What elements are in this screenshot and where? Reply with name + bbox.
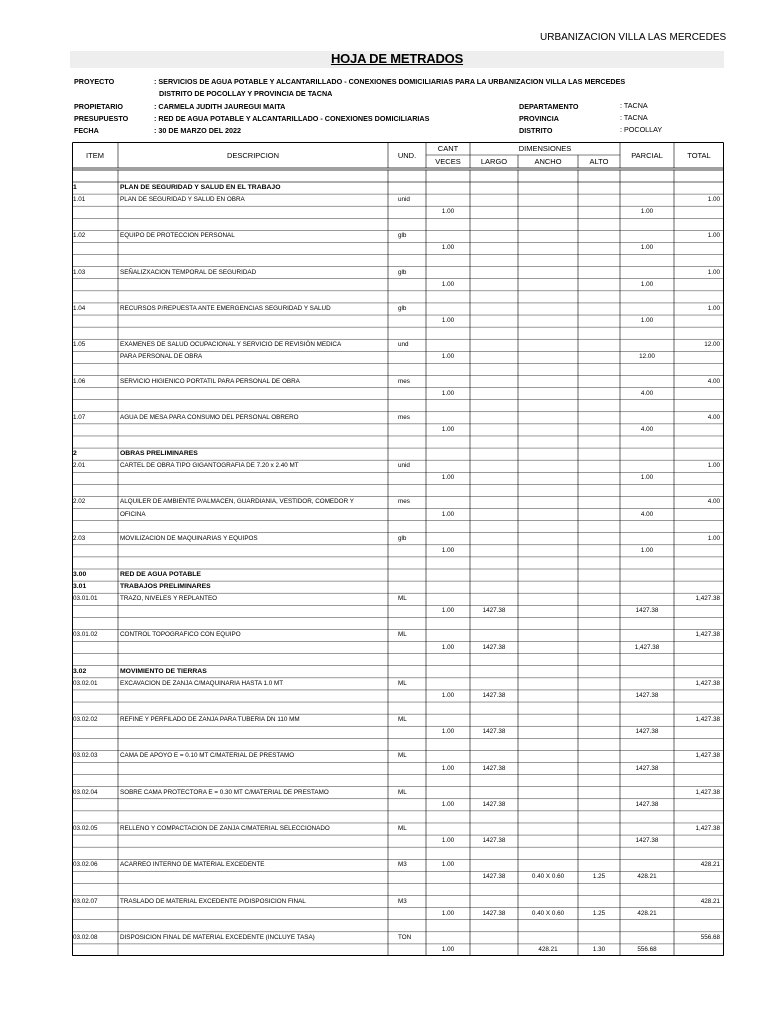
row-total: 4.00	[707, 413, 720, 421]
row-unit: mes	[398, 498, 410, 506]
row-item-code: 03.01.02	[73, 631, 98, 639]
row-parcial: 1.00	[640, 317, 654, 325]
row-description: RELLENO Y COMPACTACION DE ZANJA C/MATERIAL SELECCIONADO	[120, 824, 330, 832]
row-largo: 1427.38	[482, 909, 506, 917]
proyecto-value: : SERVICIOS DE AGUA POTABLE Y ALCANTARILLADO - CONEXIONES DOMICILIARIAS PARA LA URBANIZACION VILLA LAS MERCEDES	[154, 77, 626, 86]
row-description: EXCAVACION DE ZANJA C/MAQUINARIA HASTA 1.0 MT	[120, 679, 284, 687]
row-veces: 1.00	[441, 244, 455, 252]
row-largo: 1427.38	[482, 764, 506, 772]
row-parcial: 4.00	[640, 510, 654, 518]
row-unit: und	[398, 341, 409, 349]
departamento-label: DEPARTAMENTO	[519, 102, 579, 111]
row-veces: 1.00	[441, 837, 455, 845]
row-total: 1,427.38	[695, 824, 720, 832]
row-unit: unid	[398, 462, 410, 470]
provincia-label: PROVINCIA	[519, 114, 559, 123]
row-description: RECURSOS P/REPUESTA ANTE EMERGENCIAS SEGURIDAD Y SALUD	[120, 304, 331, 312]
row-unit: ML	[398, 716, 407, 724]
row-unit: glb	[398, 232, 407, 240]
row-veces: 1.00	[441, 474, 455, 482]
row-largo: 1427.38	[482, 728, 506, 736]
row-veces: 1.00	[441, 643, 455, 651]
row-unit: glb	[398, 268, 407, 276]
row-description: MOVILIZACION DE MAQUINARIAS Y EQUIPOS	[120, 534, 258, 542]
row-description: TRABAJOS PRELIMINARES	[120, 583, 211, 591]
row-parcial: 4.00	[640, 425, 654, 433]
row-item-code: 1.07	[73, 413, 86, 421]
row-veces: 1.00	[441, 861, 455, 869]
row-total: 1,427.38	[695, 679, 720, 687]
row-total: 1,427.38	[695, 631, 720, 639]
row-parcial: 556.68	[637, 945, 657, 953]
row-veces: 1.00	[441, 800, 455, 808]
row-total: 1.00	[707, 232, 720, 240]
presupuesto-value: : RED DE AGUA POTABLE Y ALCANTARILLADO - CONEXIONES DOMICILIARIAS	[154, 114, 430, 123]
row-item-code: 1.05	[73, 341, 86, 349]
row-veces: 1.00	[441, 909, 455, 917]
col-header-veces: VECES	[435, 157, 461, 166]
row-item-code: 1.06	[73, 377, 86, 385]
row-item-code: 2	[73, 450, 77, 458]
metrados-table	[72, 142, 724, 956]
row-description: CARTEL DE OBRA TIPO GIGANTOGRAFIA DE 7.20 x 2.40 MT	[120, 462, 299, 470]
row-parcial: 1427.38	[635, 800, 659, 808]
row-veces: 1.00	[441, 510, 455, 518]
row-item-code: 1.03	[73, 268, 86, 276]
row-item-code: 03.02.02	[73, 716, 98, 724]
row-item-code: 1.01	[73, 196, 86, 204]
row-total: 1.00	[707, 268, 720, 276]
row-item-code: 3.01	[73, 583, 87, 591]
row-unit: ML	[398, 595, 407, 603]
row-item-code: 1	[73, 184, 77, 191]
row-description: RED DE AGUA POTABLE	[120, 571, 201, 578]
row-unit: ML	[398, 752, 407, 760]
col-header-alto: ALTO	[589, 157, 609, 166]
row-description: REFINE Y PERFILADO DE ZANJA PARA TUBERIA DN 110 MM	[120, 716, 300, 724]
row-unit: M3	[398, 861, 407, 869]
col-header-largo: LARGO	[480, 157, 508, 166]
provincia-value: : TACNA	[620, 113, 648, 122]
row-item-code: 2.02	[73, 498, 86, 506]
row-alto: 1.25	[592, 873, 606, 881]
row-total: 1.00	[707, 462, 720, 470]
row-item-code: 3.02	[73, 667, 87, 675]
col-header-ancho: ANCHO	[534, 157, 562, 166]
row-parcial: 1.00	[640, 474, 654, 482]
row-item-code: 1.02	[73, 232, 86, 240]
row-veces: 1.00	[441, 945, 455, 953]
col-header-und: UND.	[397, 151, 417, 160]
row-description: MOVIMIENTO DE TIERRAS	[120, 667, 207, 675]
propietario-value: : CARMELA JUDITH JAUREGUI MAITA	[154, 102, 286, 111]
row-unit: TON	[398, 933, 412, 941]
row-parcial: 1.00	[640, 244, 654, 252]
row-veces: 1.00	[441, 691, 455, 699]
row-description: PLAN DE SEGURIDAD Y SALUD EN OBRA	[120, 196, 245, 204]
col-header-cant: CANT	[437, 144, 459, 153]
row-description: OBRAS PRELIMINARES	[120, 450, 198, 458]
row-item-code: 2.03	[73, 534, 86, 542]
row-description: SEÑALIZXACION TEMPORAL DE SEGURIDAD	[120, 268, 257, 276]
row-item-code: 03.02.05	[73, 824, 98, 832]
row-description: PARA PERSONAL DE OBRA	[120, 353, 203, 361]
row-veces: 1.00	[441, 728, 455, 736]
row-veces: 1.00	[441, 389, 455, 397]
row-total: 1,427.38	[695, 595, 720, 603]
row-description: OFICINA	[120, 510, 146, 518]
row-parcial: 428.21	[637, 909, 657, 917]
row-description: ACARREO INTERNO DE MATERIAL EXCEDENTE	[120, 861, 265, 869]
row-description: TRAZO, NIVELES Y REPLANTEO	[120, 595, 218, 603]
distrito-value: : POCOLLAY	[620, 125, 663, 134]
row-parcial: 1,427.38	[634, 643, 660, 651]
row-total: 428.21	[700, 897, 720, 905]
project-site-name: URBANIZACION VILLA LAS MERCEDES	[540, 32, 727, 43]
row-unit: unid	[398, 196, 410, 204]
row-description: AGUA DE MESA PARA CONSUMO DEL PERSONAL OBRERO	[120, 413, 299, 421]
row-total: 1,427.38	[695, 788, 720, 796]
row-alto: 1.25	[592, 909, 606, 917]
row-parcial: 1.00	[640, 546, 654, 554]
row-total: 1.00	[707, 534, 720, 542]
row-veces: 1.00	[441, 317, 455, 325]
row-total: 1,427.38	[695, 716, 720, 724]
row-description: EQUIPO DE PROTECCION PERSONAL	[120, 232, 235, 240]
row-ancho: 428.21	[538, 945, 558, 953]
row-item-code: 1.04	[73, 304, 86, 312]
row-parcial: 1427.38	[635, 607, 659, 615]
row-parcial: 4.00	[640, 389, 654, 397]
row-total: 1,427.38	[695, 752, 720, 760]
row-veces: 1.00	[441, 280, 455, 288]
col-header-item: ITEM	[86, 151, 104, 160]
row-description: TRASLADO DE MATERIAL EXCEDENTE P/DISPOSICION FINAL	[120, 897, 306, 905]
row-veces: 1.00	[441, 607, 455, 615]
row-unit: glb	[398, 304, 407, 312]
row-parcial: 1427.38	[635, 728, 659, 736]
row-item-code: 03.02.07	[73, 897, 98, 905]
row-veces: 1.00	[441, 546, 455, 554]
row-item-code: 03.02.08	[73, 933, 98, 941]
row-largo: 1427.38	[482, 607, 506, 615]
row-total: 1.00	[707, 196, 720, 204]
row-largo: 1427.38	[482, 837, 506, 845]
row-unit: ML	[398, 824, 407, 832]
row-total: 4.00	[707, 377, 720, 385]
row-total: 1.00	[707, 304, 720, 312]
row-ancho: 0.40 X 0.60	[531, 873, 565, 881]
row-item-code: 03.02.06	[73, 861, 98, 869]
col-header-dimensiones: DIMENSIONES	[518, 144, 572, 153]
row-unit: ML	[398, 788, 407, 796]
row-description: CAMA DE APOYO E = 0.10 MT C/MATERIAL DE PRESTAMO	[120, 752, 295, 760]
proyecto-value-line2: DISTRITO DE POCOLLAY Y PROVINCIA DE TACNA	[159, 89, 333, 98]
row-parcial: 1427.38	[635, 837, 659, 845]
row-item-code: 2.01	[73, 462, 86, 470]
row-veces: 1.00	[441, 353, 455, 361]
row-parcial: 1427.38	[635, 764, 659, 772]
distrito-label: DISTRITO	[519, 126, 553, 135]
proyecto-label: PROYECTO	[74, 77, 115, 86]
row-parcial: 1.00	[640, 208, 654, 216]
row-parcial: 12.00	[639, 353, 655, 361]
row-unit: mes	[398, 377, 410, 385]
row-largo: 1427.38	[482, 873, 506, 881]
row-unit: ML	[398, 679, 407, 687]
row-unit: ML	[398, 631, 407, 639]
row-veces: 1.00	[441, 208, 455, 216]
row-description: CONTROL TOPOGRAFICO CON EQUIPO	[120, 631, 241, 639]
row-item-code: 03.02.04	[73, 788, 98, 796]
col-header-parcial: PARCIAL	[631, 151, 663, 160]
row-largo: 1427.38	[482, 643, 506, 651]
row-item-code: 03.01.01	[73, 595, 98, 603]
departamento-value: : TACNA	[620, 101, 648, 110]
row-description: ALQUILER DE AMBIENTE P/ALMACEN, GUARDIANIA, VESTIDOR, COMEDOR Y	[120, 498, 354, 506]
row-parcial: 428.21	[637, 873, 657, 881]
row-total: 12.00	[704, 341, 720, 349]
row-description: EXAMENES DE SALUD OCUPACIONAL Y SERVICIO DE REVISIÓN MEDICA	[120, 341, 342, 349]
row-unit: mes	[398, 413, 410, 421]
col-header-descripcion: DESCRIPCION	[226, 151, 280, 160]
row-veces: 1.00	[441, 764, 455, 772]
row-parcial: 1.00	[640, 280, 654, 288]
row-description: SERVICIO HIGIENICO PORTATIL PARA PERSONAL DE OBRA	[120, 377, 300, 385]
row-total: 556.68	[700, 933, 720, 941]
row-unit: glb	[398, 534, 407, 542]
page-title: HOJA DE METRADOS	[330, 51, 464, 66]
title-bar	[70, 51, 724, 68]
col-header-total: TOTAL	[687, 151, 711, 160]
row-description: SOBRE CAMA PROTECTORA E = 0.30 MT C/MATERIAL DE PRESTAMO	[120, 788, 329, 796]
row-description: DISPOSICION FINAL DE MATERIAL EXCEDENTE (INCLUYE TASA)	[120, 933, 315, 941]
propietario-label: PROPIETARIO	[74, 102, 123, 111]
row-item-code: 03.02.01	[73, 679, 98, 687]
row-ancho: 0.40 X 0.60	[531, 909, 565, 917]
row-description: PLAN DE SEGURIDAD Y SALUD EN EL TRABAJO	[120, 184, 281, 191]
row-veces: 1.00	[441, 425, 455, 433]
fecha-value: : 30 DE MARZO DEL 2022	[154, 126, 241, 135]
row-largo: 1427.38	[482, 800, 506, 808]
row-alto: 1.30	[592, 945, 606, 953]
row-unit: M3	[398, 897, 407, 905]
presupuesto-label: PRESUPUESTO	[74, 114, 129, 123]
fecha-label: FECHA	[74, 126, 99, 135]
row-parcial: 1427.38	[635, 691, 659, 699]
row-total: 4.00	[707, 498, 720, 506]
row-item-code: 03.02.03	[73, 752, 98, 760]
row-item-code: 3.00	[73, 571, 87, 578]
row-total: 428.21	[700, 861, 720, 869]
row-largo: 1427.38	[482, 691, 506, 699]
